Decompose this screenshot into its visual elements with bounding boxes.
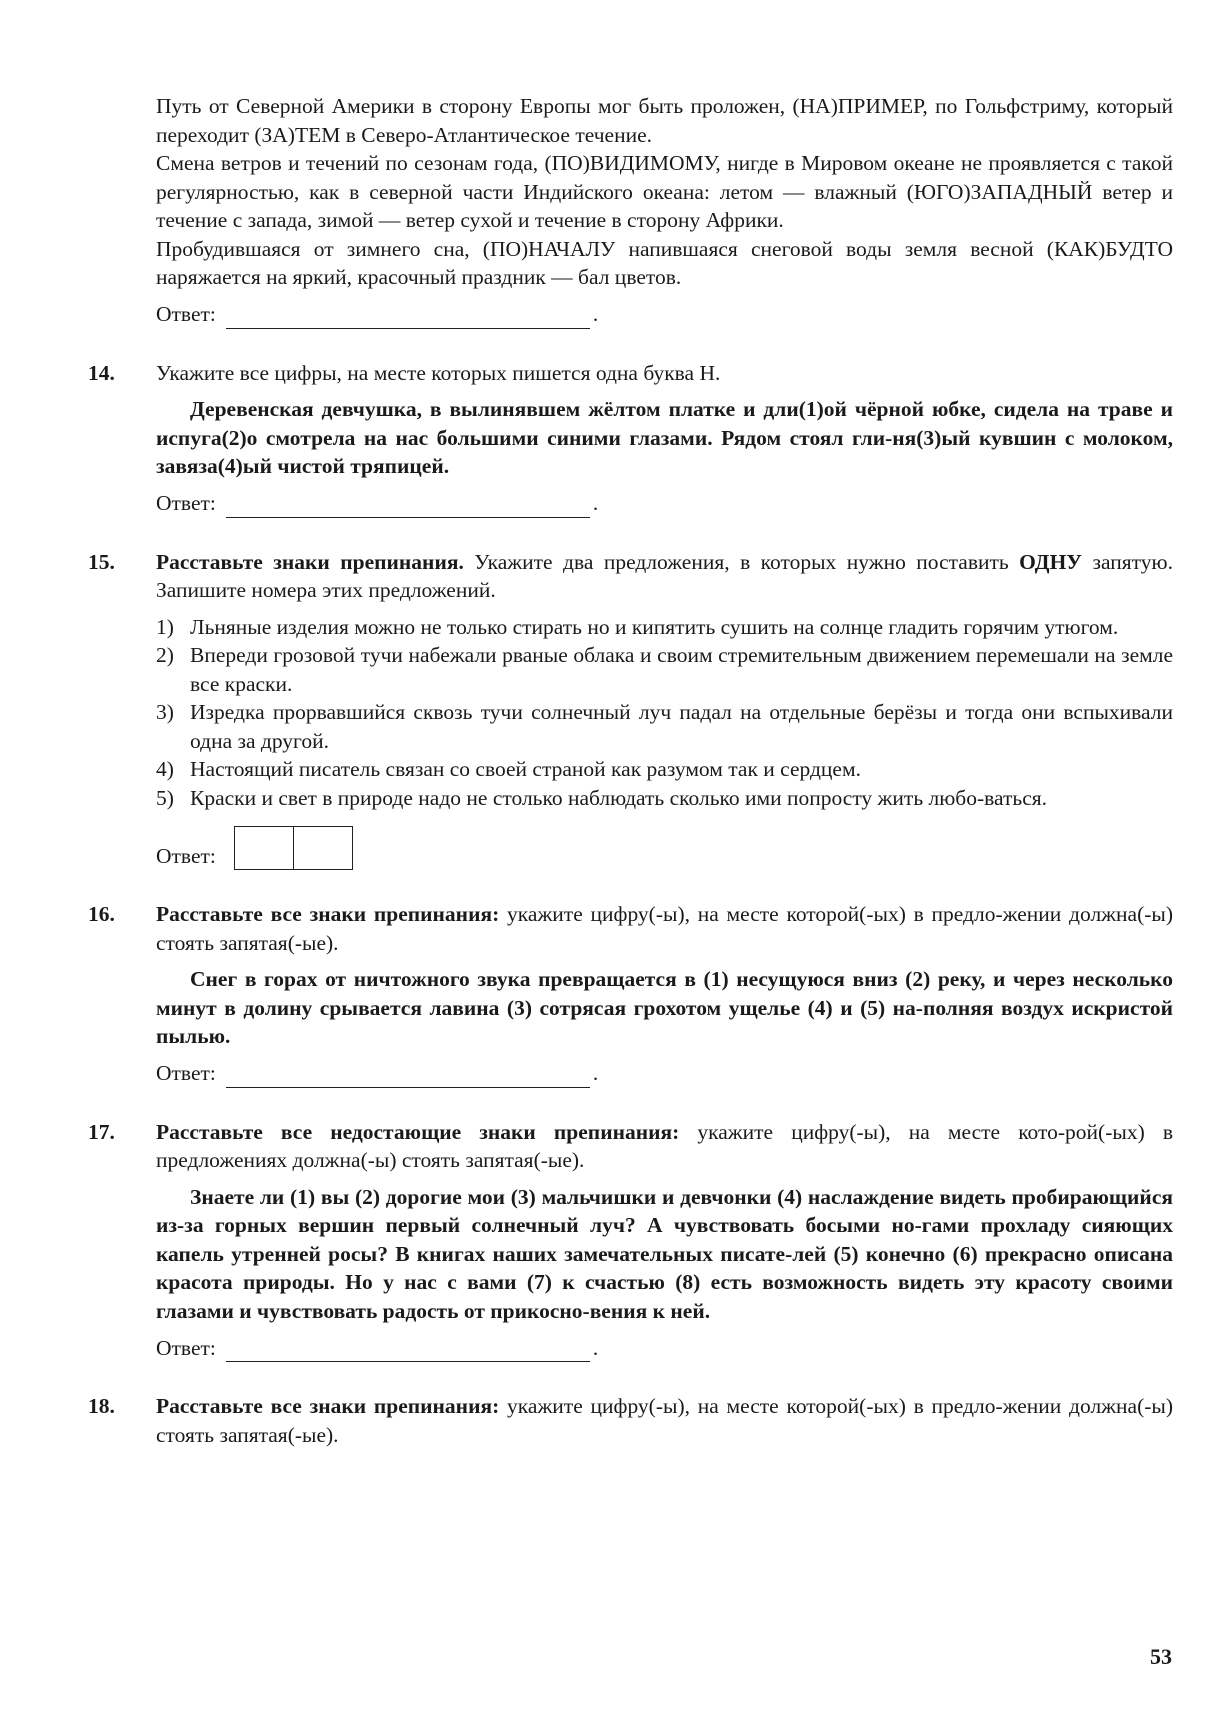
- answer-17: Ответ: .: [156, 1334, 1210, 1362]
- item-text: Изредка прорвавшийся сквозь тучи солнечный луч падал на отдельные берёзы и тогда они вспыхивали одна за другой.: [190, 700, 1173, 753]
- instruction-bold: Расставьте все знаки препинания:: [156, 1394, 500, 1418]
- item-number: 1): [156, 614, 174, 639]
- instruction-part: укажите цифру(-ы), на месте кото-рой(-ых) в предложениях должна(-ы) стоять запятая(-ые).: [156, 1119, 1173, 1172]
- instruction-bold: Расставьте все знаки препинания:: [156, 902, 500, 926]
- task-instruction: [156, 1118, 1173, 1175]
- task-14: [0, 359, 1210, 518]
- intro-paragraph-2: Смена ветров и течений по сезонам года, (ПО)ВИДИМОМУ, нигде в Мировом океане не проявляется с такой регулярностью, как в северной части Индийского океана: летом — влажный (ЮГО)ЗАПАДНЫЙ ветер и течение с запада, зимой — ветер сухой и течение в сторону Африки.: [156, 151, 1173, 232]
- task-16: [0, 900, 1210, 1088]
- task-instruction: Укажите все цифры, на месте которых пишется одна буква Н.: [156, 360, 721, 385]
- answer-boxes: [234, 826, 353, 870]
- instruction-part: Укажите два предложения, в которых нужно поставить: [463, 549, 1020, 574]
- task-15: [0, 548, 1210, 871]
- task-instruction: [156, 900, 1173, 957]
- task-17: [0, 1118, 1210, 1363]
- answer-box[interactable]: [235, 827, 294, 869]
- instruction-bold: Расставьте знаки препинания.: [156, 549, 464, 574]
- item-number: 4): [156, 757, 174, 781]
- item-text: Краски и свет в природе надо не столько наблюдать сколько ими попросту жить любо-ваться.: [190, 785, 1047, 810]
- page-number: 53: [1150, 1644, 1172, 1669]
- item-text: Настоящий писатель связан со своей страной как разумом так и сердцем.: [190, 757, 861, 781]
- instruction-part: запятую. Запишите номера этих предложений.: [156, 549, 1173, 602]
- item-text: Впереди грозовой тучи набежали рваные облака и своим стремительным движением перемешали на земле все краски.: [190, 643, 1173, 696]
- answer-14: Ответ: .: [156, 490, 1210, 518]
- task-instruction: [156, 1392, 1173, 1449]
- answer-label: Ответ:: [156, 1061, 216, 1085]
- task-number: 14.: [88, 360, 115, 385]
- answer-line[interactable]: [226, 495, 590, 518]
- item-text: Льняные изделия можно не только стирать но и кипятить сушить на солнце гладить горячим утюгом.: [190, 614, 1119, 639]
- task-text: Снег в горах от ничтожного звука превращается в (1) несущуюся вниз (2) реку, и через несколько минут в долину срывается лавина (3) сотрясая грохотом ущелье (4) и (5) на-полняя воздух искристой пылью.: [156, 967, 1173, 1048]
- answer-15: [156, 826, 1210, 870]
- task-number: 18.: [88, 1394, 115, 1418]
- answer-16: Ответ: .: [156, 1060, 1210, 1088]
- sentence-list: [156, 613, 1173, 813]
- task-text: Знаете ли (1) вы (2) дорогие мои (3) мальчишки и девчонки (4) наслаждение видеть пробирающийся из-за горных вершин первый солнечный луч? А чувствовать босыми но-гами прохладу сияющих капель утренней росы? В книгах наших замечательных писате-лей (5) конечно (6) прекрасно описана красота природы. Но у нас с вами (7) к счастью (8) есть возможность видеть эту красоту своими глазами и чувствовать радость от прикосно-вения к ней.: [156, 1184, 1173, 1323]
- list-item: [156, 755, 1173, 784]
- task-number: 15.: [88, 549, 115, 574]
- list-item: [156, 784, 1173, 813]
- item-number: 5): [156, 785, 174, 810]
- list-item: [156, 698, 1173, 755]
- task-instruction: [156, 548, 1173, 605]
- intro-paragraph-3: Пробудившаяся от зимнего сна, (ПО)НАЧАЛУ напившаяся снеговой воды земля весной (КАК)БУДТО наряжается на яркий, красочный праздник — бал цветов.: [156, 236, 1173, 289]
- answer-line[interactable]: [226, 1065, 590, 1088]
- task-number: 16.: [88, 902, 115, 926]
- answer-line[interactable]: [226, 306, 590, 329]
- answer-13: Ответ: .: [156, 301, 1210, 329]
- task-number: 17.: [88, 1119, 115, 1144]
- answer-box[interactable]: [294, 827, 352, 869]
- list-item: [156, 613, 1173, 642]
- task-18: [0, 1392, 1210, 1449]
- instruction-part: укажите цифру(-ы), на месте которой(-ых) в предло-жении должна(-ы) стоять запятая(-ые).: [156, 1394, 1173, 1447]
- answer-line[interactable]: [226, 1339, 590, 1362]
- answer-label: Ответ:: [156, 843, 216, 868]
- answer-label: Ответ:: [156, 302, 216, 326]
- intro-paragraph-1: Путь от Северной Америки в сторону Европы мог быть проложен, (НА)ПРИМЕР, по Гольфстриму, который переходит (ЗА)ТЕМ в Северо-Атлантическое течение.: [156, 94, 1173, 147]
- answer-label: Ответ:: [156, 491, 216, 515]
- list-item: [156, 641, 1173, 698]
- answer-label: Ответ:: [156, 1335, 216, 1360]
- instruction-part: укажите цифру(-ы), на месте которой(-ых) в предло-жении должна(-ы) стоять запятая(-ые).: [156, 902, 1173, 955]
- item-number: 3): [156, 700, 174, 724]
- instruction-emphasis: ОДНУ: [1019, 549, 1083, 574]
- page-content: [0, 92, 1210, 1449]
- task-text: Деревенская девчушка, в вылинявшем жёлтом платке и дли(1)ой чёрной юбке, сидела на траве и испуга(2)о смотрела на нас большими синими глазами. Рядом стоял гли-ня(3)ый кувшин с молоком, завяза(4)ый чистой тряпицей.: [156, 397, 1173, 478]
- instruction-bold: Расставьте все недостающие знаки препинания:: [156, 1119, 680, 1144]
- item-number: 2): [156, 643, 174, 667]
